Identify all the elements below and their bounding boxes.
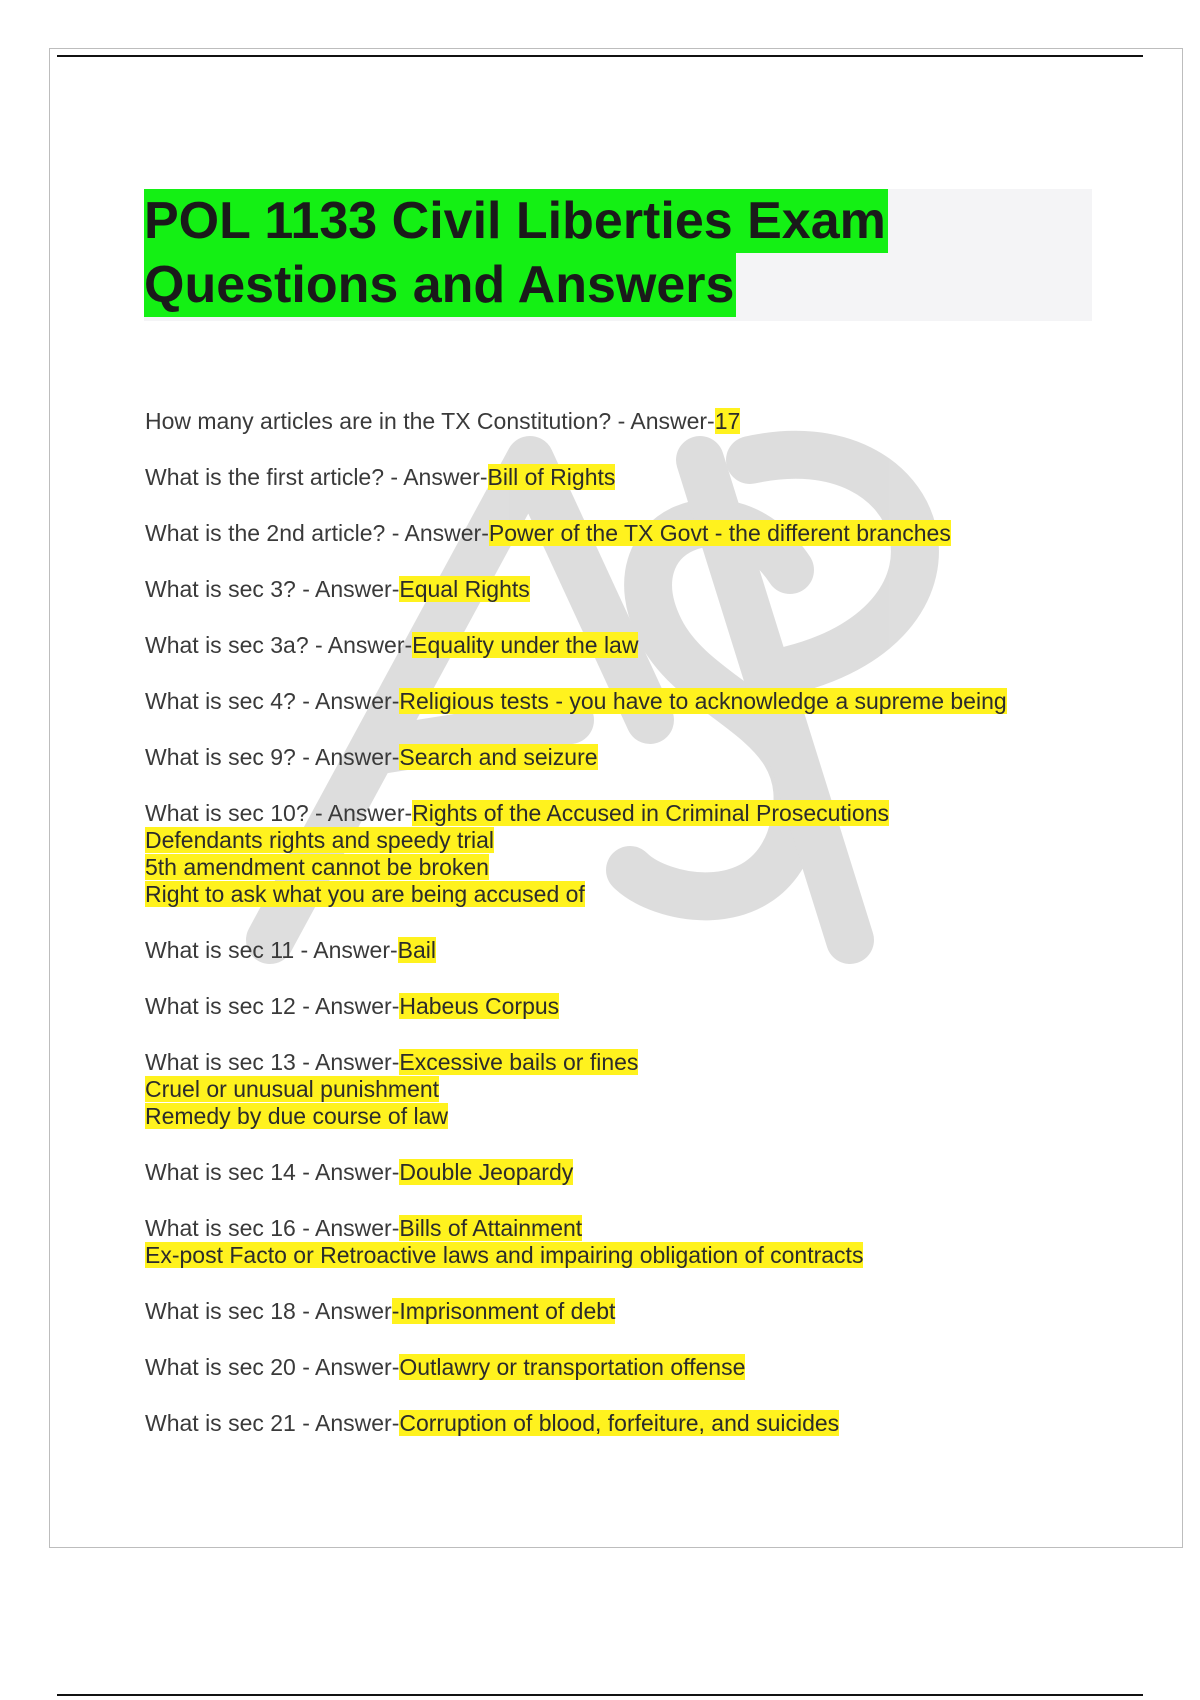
qa-item: [145, 520, 1145, 547]
question-text: What is sec 4? - Answer-: [145, 688, 400, 714]
answer-text: Corruption of blood, forfeiture, and suicides: [399, 1410, 840, 1436]
qa-item: [145, 408, 1145, 435]
qa-item: [145, 1215, 1145, 1269]
answer-text: Habeus Corpus: [399, 993, 560, 1019]
answer-continuation-text: 5th amendment cannot be broken: [145, 854, 489, 880]
qa-item: [145, 1049, 1145, 1130]
qa-item: [145, 800, 1145, 908]
qa-item: [145, 464, 1145, 491]
answer-text: Outlawry or transportation offense: [399, 1354, 746, 1380]
question-text: What is sec 3? - Answer-: [145, 576, 400, 602]
qa-list: [145, 408, 1145, 1466]
answer-text: Excessive bails or fines: [399, 1049, 639, 1075]
title-line-2: Questions and Answers: [144, 253, 736, 317]
question-text: What is sec 14 - Answer-: [145, 1159, 400, 1185]
answer-continuation-text: Ex-post Facto or Retroactive laws and impairing obligation of contracts: [145, 1242, 864, 1268]
qa-item: [145, 1354, 1145, 1381]
qa-item: [145, 1159, 1145, 1186]
answer-text: Religious tests - you have to acknowledge a supreme being: [399, 688, 1007, 714]
answer-continuation-text: Cruel or unusual punishment: [145, 1076, 440, 1102]
answer-continuation-line: [145, 854, 1145, 881]
top-rule: [57, 55, 1143, 57]
qa-item: [145, 744, 1145, 771]
answer-continuation-text: Defendants rights and speedy trial: [145, 827, 495, 853]
answer-continuation-line: [145, 827, 1145, 854]
question-text: What is sec 20 - Answer-: [145, 1354, 400, 1380]
question-text: What is sec 16 - Answer-: [145, 1215, 400, 1241]
question-text: What is sec 11 - Answer-: [145, 937, 398, 963]
question-text: What is the 2nd article? - Answer-: [145, 520, 489, 546]
answer-text: Double Jeopardy: [399, 1159, 574, 1185]
title-block: [144, 189, 1092, 321]
qa-item: [145, 632, 1145, 659]
answer-continuation-line: [145, 881, 1145, 908]
question-text: What is sec 13 - Answer-: [145, 1049, 400, 1075]
title-line-1: POL 1133 Civil Liberties Exam: [144, 189, 888, 253]
qa-item: [145, 576, 1145, 603]
question-text: What is sec 3a? - Answer-: [145, 632, 413, 658]
answer-text: Equality under the law: [412, 632, 639, 658]
answer-continuation-line: [145, 1076, 1145, 1103]
qa-item: [145, 993, 1145, 1020]
answer-text: Bill of Rights: [487, 464, 616, 490]
question-text: What is sec 18 - Answer: [145, 1298, 392, 1324]
question-text: What is sec 9? - Answer-: [145, 744, 400, 770]
answer-text: Equal Rights: [399, 576, 530, 602]
qa-item: [145, 1298, 1145, 1325]
answer-text: Bills of Attainment: [399, 1215, 583, 1241]
qa-item: [145, 937, 1145, 964]
question-text: How many articles are in the TX Constitution? - Answer-: [145, 408, 715, 434]
qa-item: [145, 688, 1145, 715]
question-text: What is sec 10? - Answer-: [145, 800, 413, 826]
answer-continuation-line: [145, 1242, 1145, 1269]
answer-text: Rights of the Accused in Criminal Prosecutions: [412, 800, 889, 826]
bottom-rule: [57, 1694, 1143, 1696]
answer-continuation-text: Remedy by due course of law: [145, 1103, 448, 1129]
answer-text: 17: [714, 408, 741, 434]
answer-text: -Imprisonment of debt: [391, 1298, 616, 1324]
question-text: What is sec 12 - Answer-: [145, 993, 400, 1019]
qa-item: [145, 1410, 1145, 1437]
question-text: What is sec 21 - Answer-: [145, 1410, 400, 1436]
answer-text: Bail: [397, 937, 437, 963]
question-text: What is the first article? - Answer-: [145, 464, 488, 490]
page-title: [144, 189, 1092, 317]
answer-continuation-line: [145, 1103, 1145, 1130]
answer-continuation-text: Right to ask what you are being accused of: [145, 881, 585, 907]
answer-text: Power of the TX Govt - the different branches: [488, 520, 951, 546]
answer-text: Search and seizure: [399, 744, 598, 770]
